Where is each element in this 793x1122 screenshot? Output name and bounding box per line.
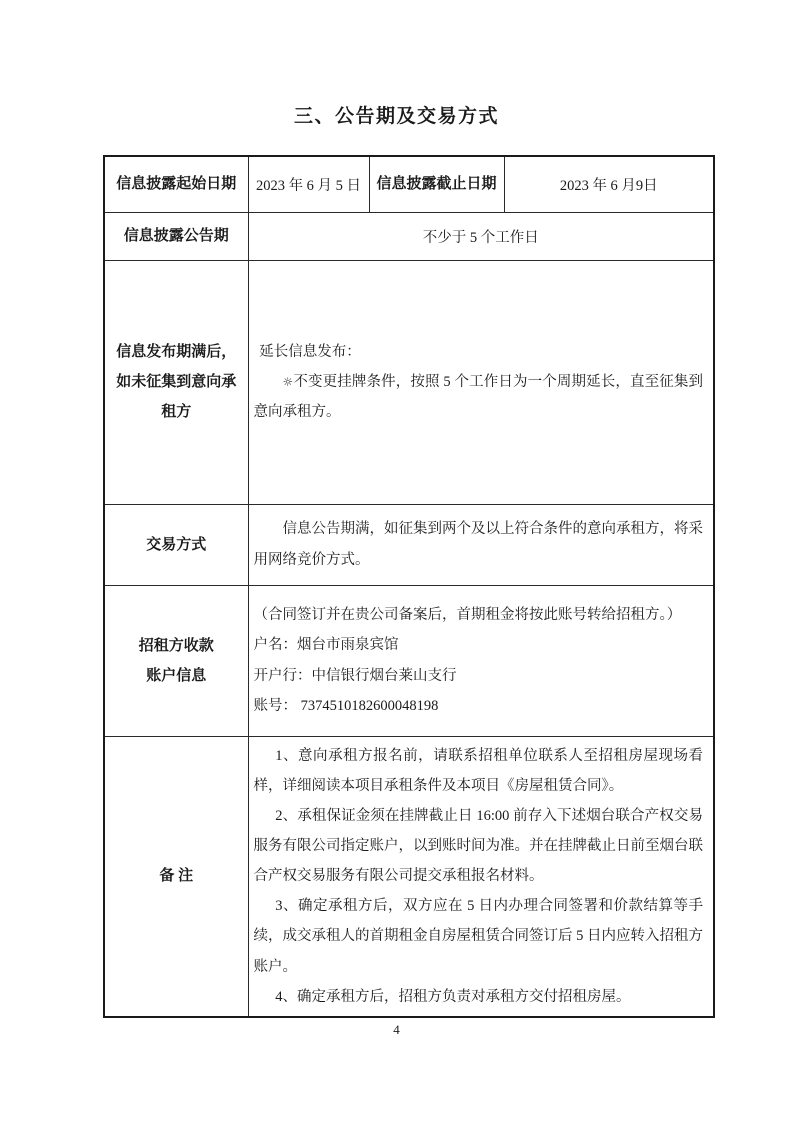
account-info-content <box>248 585 714 736</box>
trade-method-label: 交易方式 <box>104 504 248 585</box>
account-info-label-line1: 招租方收款 <box>138 637 214 654</box>
remarks-row <box>104 736 714 1017</box>
account-info-label <box>104 585 248 736</box>
account-number: 账号： 7374510182600048198 <box>253 697 439 714</box>
announcement-table <box>103 155 715 1018</box>
remark-item-2: 2、承租保证金须在挂牌截止日 16:00 前存入下述烟台联合产权交易服务有限公司指定账户，以到账时间为准。并在挂牌截止日前至烟台联合产权交易服务有限公司提交承租报名材料。 <box>253 807 703 885</box>
disclosure-dates-row <box>104 156 714 212</box>
disclosure-start-label: 信息披露起始日期 <box>104 156 248 212</box>
sun-bullet-icon: ☼ <box>282 374 294 389</box>
extension-option-text: 不变更挂牌条件，按照 5 个工作日为一个周期延长，直至征集到意向承租方。 <box>253 373 703 421</box>
extension-option <box>254 367 704 427</box>
page-number: 4 <box>393 1022 400 1037</box>
account-bank: 开户行：中信银行烟台莱山支行 <box>253 667 457 684</box>
announcement-period-row <box>104 212 714 260</box>
remarks-label: 备 注 <box>104 736 248 1017</box>
remark-item-1: 1、意向承租方报名前，请联系招租单位联系人至招租房屋现场看样，详细阅读本项目承租条件及本项目《房屋租赁合同》。 <box>253 747 703 794</box>
extension-row <box>104 260 714 504</box>
announcement-period-label: 信息披露公告期 <box>104 212 248 260</box>
remark-item-3: 3、确定承租方后，双方应在 5 日内办理合同签署和价款结算等手续，成交承租人的首期租金自房屋租赁合同签订后 5 日内应转入招租方账户。 <box>253 898 703 975</box>
trade-method-row <box>104 504 714 585</box>
disclosure-start-value: 2023 年 6 月 5 日 <box>248 156 369 212</box>
section-title: 三、公告期及交易方式 <box>293 106 499 127</box>
extension-label: 信息发布期满后，如未征集到意向承租方 <box>104 260 248 504</box>
remarks-content <box>248 736 714 1017</box>
account-info-row <box>104 585 714 736</box>
trade-method-content <box>248 504 714 585</box>
disclosure-end-label: 信息披露截止日期 <box>369 156 504 212</box>
extension-content <box>248 260 714 504</box>
announcement-period-value: 不少于 5 个工作日 <box>248 212 714 260</box>
account-info-label-line2: 账户信息 <box>146 667 207 684</box>
extension-intro: 延长信息发布： <box>259 343 361 360</box>
account-note: （合同签订并在贵公司备案后，首期租金将按此账号转给招租方。） <box>253 607 682 624</box>
remark-item-4: 4、确定承租方后，招租方负责对承租方交付招租房屋。 <box>275 988 631 1005</box>
disclosure-end-value: 2023 年 6 月9日 <box>504 156 714 212</box>
account-holder: 户名：烟台市雨泉宾馆 <box>253 637 399 654</box>
trade-method-text: 信息公告期满，如征集到两个及以上符合条件的意向承租方，将采用网络竞价方式。 <box>253 521 703 568</box>
